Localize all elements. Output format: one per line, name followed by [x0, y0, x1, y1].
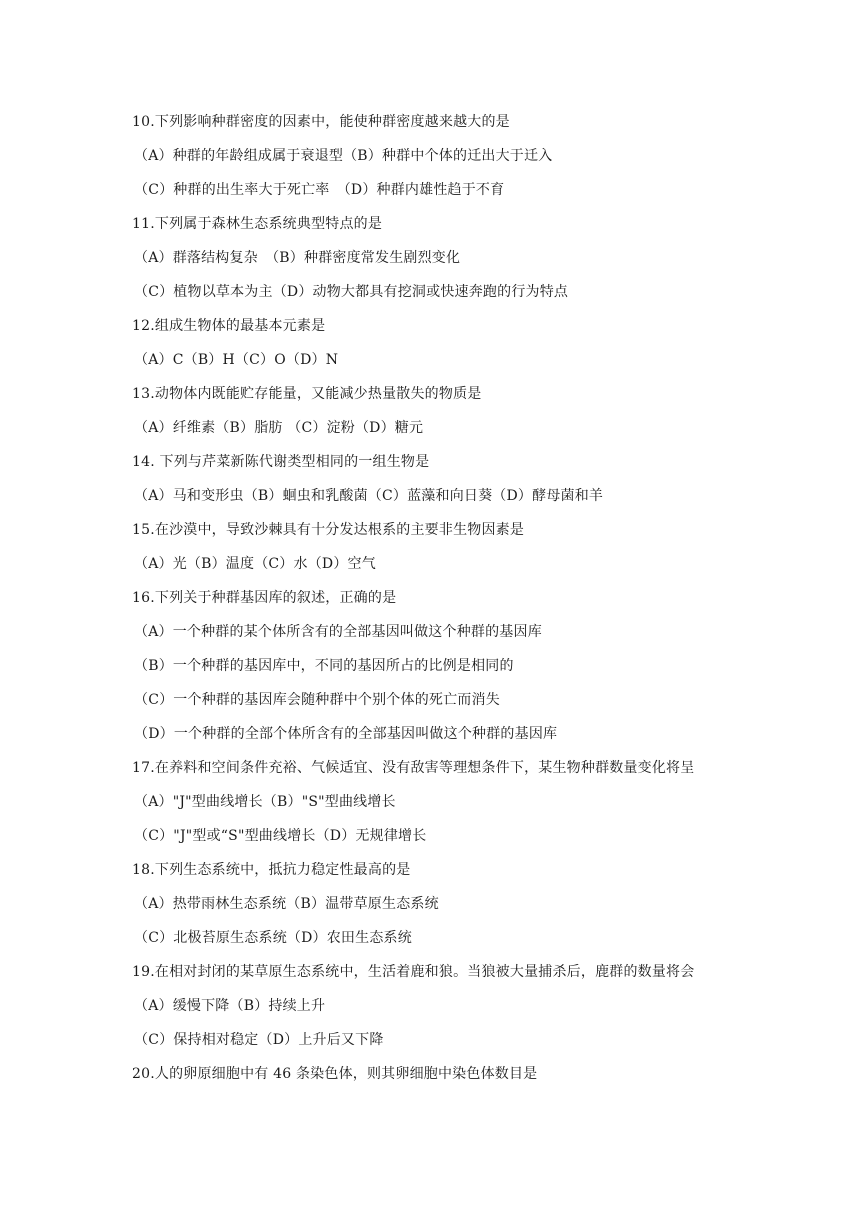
question-13-stem: 13.动物体内既能贮存能量，又能减少热量散失的物质是 — [132, 386, 482, 402]
question-16-options-line-4: （D）一个种群的全部个体所含有的全部基因叫做这个种群的基因库 — [134, 726, 558, 742]
question-15-stem: 15.在沙漠中，导致沙棘具有十分发达根系的主要非生物因素是 — [132, 522, 525, 538]
question-17-options-line-1: （A）"J"型曲线增长（B）"S"型曲线增长 — [134, 794, 396, 810]
question-11-options-line-1: （A）群落结构复杂 （B）种群密度常发生剧烈变化 — [134, 250, 461, 266]
question-19-options-line-1: （A）缓慢下降（B）持续上升 — [134, 998, 326, 1014]
question-19-options-line-2: （C）保持相对稳定（D）上升后又下降 — [134, 1032, 384, 1048]
question-13-options-line-1: （A）纤维素（B）脂肪 （C）淀粉（D）糖元 — [134, 420, 424, 436]
question-10-options-line-2: （C）种群的出生率大于死亡率 （D）种群内雄性趋于不育 — [134, 182, 505, 198]
question-15-options-line-1: （A）光（B）温度（C）水（D）空气 — [134, 556, 376, 572]
question-10-options-line-1: （A）种群的年龄组成属于衰退型（B）种群中个体的迁出大于迁入 — [134, 148, 553, 164]
question-19-stem: 19.在相对封闭的某草原生态系统中，生活着鹿和狼。当狼被大量捕杀后，鹿群的数量将会 — [132, 964, 695, 980]
question-12-stem: 12.组成生物体的最基本元素是 — [132, 318, 326, 334]
question-14-options-line-1: （A）马和变形虫（B）蛔虫和乳酸菌（C）蓝藻和向日葵（D）酵母菌和羊 — [134, 488, 604, 504]
question-17-stem: 17.在养料和空间条件充裕、气候适宜、没有敌害等理想条件下，某生物种群数量变化将呈 — [132, 760, 695, 776]
question-16-options-line-2: （B）一个种群的基因库中，不同的基因所占的比例是相同的 — [134, 658, 514, 674]
question-16-stem: 16.下列关于种群基因库的叙述，正确的是 — [132, 590, 397, 606]
question-14-stem: 14. 下列与芹菜新陈代谢类型相同的一组生物是 — [132, 454, 430, 470]
question-16-options-line-1: （A）一个种群的某个体所含有的全部基因叫做这个种群的基因库 — [134, 624, 542, 640]
question-11-options-line-2: （C）植物以草本为主（D）动物大都具有挖洞或快速奔跑的行为特点 — [134, 284, 569, 300]
question-12-options-line-1: （A）C（B）H（C）O（D）N — [134, 352, 339, 368]
question-10-stem: 10.下列影响种群密度的因素中，能使种群密度越来越大的是 — [132, 114, 510, 130]
question-17-options-line-2: （C）"J"型或“S"型曲线增长（D）无规律增长 — [134, 828, 427, 844]
question-11-stem: 11.下列属于森林生态系统典型特点的是 — [132, 216, 383, 232]
question-18-stem: 18.下列生态系统中，抵抗力稳定性最高的是 — [132, 862, 411, 878]
question-18-options-line-1: （A）热带雨林生态系统（B）温带草原生态系统 — [134, 896, 439, 912]
question-16-options-line-3: （C）一个种群的基因库会随种群中个别个体的死亡而消失 — [134, 692, 500, 708]
question-18-options-line-2: （C）北极苔原生态系统（D）农田生态系统 — [134, 930, 412, 946]
question-list — [132, 111, 852, 1097]
question-20-stem: 20.人的卵原细胞中有 46 条染色体，则其卵细胞中染色体数目是 — [132, 1066, 538, 1082]
